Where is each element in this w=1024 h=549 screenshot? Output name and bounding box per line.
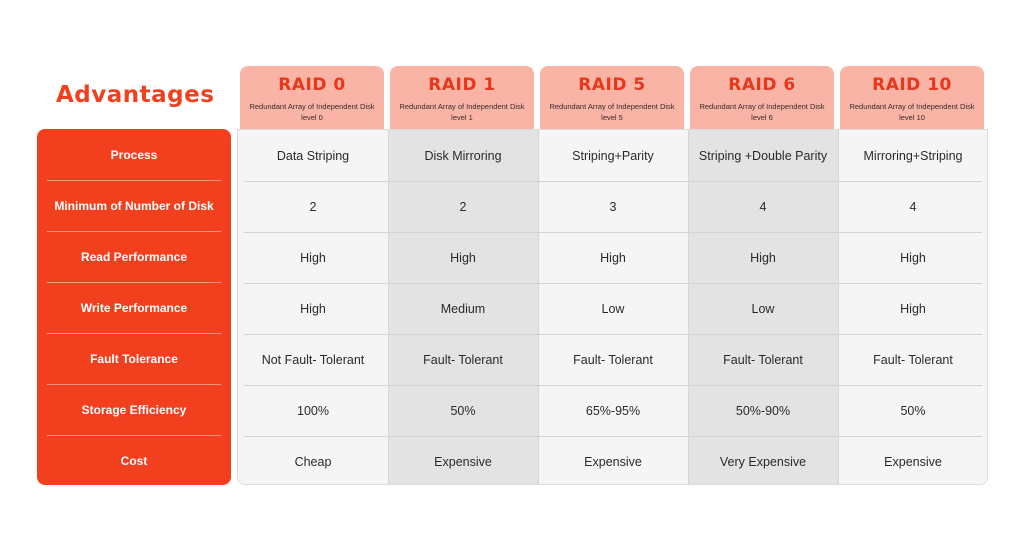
comparison-table: [237, 129, 988, 485]
table-cell: High: [900, 250, 926, 265]
column-header-name: RAID 5: [578, 75, 646, 95]
table-cell: Low: [751, 301, 775, 316]
table-cell: 65%-95%: [585, 403, 641, 418]
row-label-panel: [37, 129, 231, 485]
table-cell: Medium: [440, 301, 486, 316]
column-header-raid-1: [390, 66, 534, 129]
table-cell: 3: [609, 199, 617, 214]
row-label-read-performance: Read Performance: [47, 231, 221, 282]
table-cell: 2: [459, 199, 467, 214]
table-cell: 100%: [297, 403, 329, 418]
table-cell: High: [300, 301, 326, 316]
table-cell: Striping +Double Parity: [698, 148, 828, 163]
table-cell: Cheap: [294, 454, 332, 469]
table-cell: Fault- Tolerant: [723, 352, 803, 367]
table-cell: Fault- Tolerant: [573, 352, 653, 367]
column-header-name: RAID 6: [728, 75, 796, 95]
column-header-desc: Redundant Array of Independent Disk level 5: [549, 102, 675, 122]
column-header-raid-10: [840, 66, 984, 129]
table-cell: High: [750, 250, 776, 265]
column-header-desc: Redundant Array of Independent Disk level 0: [249, 102, 375, 122]
table-cell: High: [450, 250, 476, 265]
row-label-cost: Cost: [47, 435, 221, 486]
table-cell: Expensive: [434, 454, 492, 469]
column-header-desc: Redundant Array of Independent Disk level 1: [399, 102, 525, 122]
page-title: Advantages: [56, 82, 215, 108]
column-header-name: RAID 0: [278, 75, 346, 95]
column-header-name: RAID 1: [428, 75, 496, 95]
column-header-name: RAID 10: [872, 75, 952, 95]
table-cell: Fault- Tolerant: [423, 352, 503, 367]
column-header-desc: Redundant Array of Independent Disk level 6: [699, 102, 825, 122]
table-cell: 50%: [450, 403, 476, 418]
table-cell: Mirroring+Striping: [863, 148, 963, 163]
table-cell: 4: [909, 199, 917, 214]
table-cell: Expensive: [884, 454, 942, 469]
table-cell: 4: [759, 199, 767, 214]
column-header-raid-0: [240, 66, 384, 129]
table-cell: High: [600, 250, 626, 265]
column-header-desc: Redundant Array of Independent Disk level 10: [849, 102, 975, 122]
table-cell: High: [900, 301, 926, 316]
table-cell: 50%: [900, 403, 926, 418]
row-label-fault-tolerance: Fault Tolerance: [47, 333, 221, 384]
table-cell: Expensive: [584, 454, 642, 469]
table-cell: Disk Mirroring: [424, 148, 502, 163]
table-cell: Data Striping: [276, 148, 350, 163]
table-cell: Very Expensive: [719, 454, 807, 469]
row-label-min-disks: Minimum of Number of Disk: [47, 180, 221, 231]
table-cell: 2: [309, 199, 317, 214]
table-cell: Not Fault- Tolerant: [261, 352, 365, 367]
table-cell: Fault- Tolerant: [873, 352, 953, 367]
table-cell: Striping+Parity: [572, 148, 654, 163]
column-header-raid-6: [690, 66, 834, 129]
column-header-raid-5: [540, 66, 684, 129]
table-cell: High: [300, 250, 326, 265]
table-cell: Low: [601, 301, 625, 316]
row-label-write-performance: Write Performance: [47, 282, 221, 333]
row-label-process: Process: [110, 147, 158, 162]
row-label-storage-efficiency: Storage Efficiency: [47, 384, 221, 435]
table-cell: 50%-90%: [735, 403, 791, 418]
